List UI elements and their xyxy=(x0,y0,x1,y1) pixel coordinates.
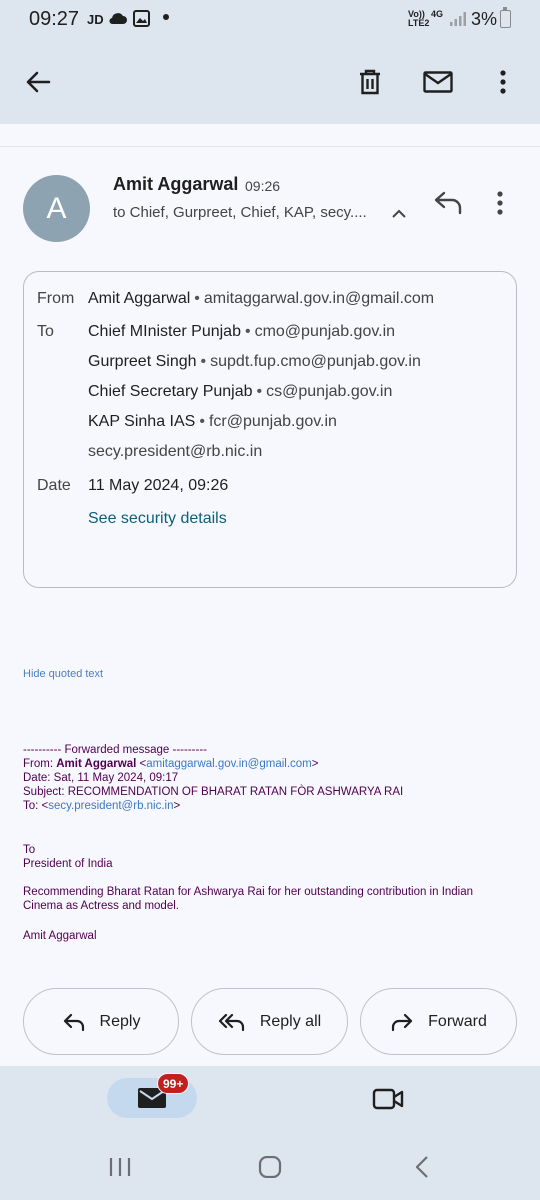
body-signature: Amit Aggarwal xyxy=(23,930,97,942)
from-email[interactable]: amitaggarwal.gov.in@gmail.com xyxy=(203,290,435,307)
forward-button[interactable] xyxy=(360,988,517,1055)
hide-quoted-text-link[interactable]: Hide quoted text xyxy=(23,668,104,680)
forward-icon xyxy=(390,1012,414,1032)
divider xyxy=(0,146,540,147)
forwarded-from-name: Amit Aggarwal xyxy=(56,758,137,770)
reply-icon[interactable] xyxy=(432,187,464,217)
mail-icon[interactable] xyxy=(414,58,462,106)
to-recipient: Chief MInister Punjab • cmo@punjab.gov.in xyxy=(88,323,396,340)
more-vert-icon[interactable] xyxy=(479,58,527,106)
status-time: 09:27 xyxy=(29,8,80,30)
to-recipient: KAP Sinha IAS • fcr@punjab.gov.in xyxy=(88,413,337,430)
bottom-nav xyxy=(0,1066,540,1200)
forwarded-date: Date: Sat, 11 May 2024, 09:17 xyxy=(23,772,179,784)
body-paragraph: Recommending Bharat Ratan for Ashwarya Rai for her outstanding contribution in Indian Cinema as Actress and model. xyxy=(23,886,474,912)
cloud-icon xyxy=(108,11,128,25)
notification-dot xyxy=(163,14,169,20)
back-nav-icon[interactable] xyxy=(412,1156,432,1178)
unread-badge: 99+ xyxy=(157,1073,189,1094)
forwarded-header: ---------- Forwarded message --------- xyxy=(23,744,207,756)
reply-button[interactable] xyxy=(23,988,179,1055)
to-recipient: secy.president@rb.nic.in xyxy=(88,443,263,460)
reply-label: Reply xyxy=(99,1012,141,1030)
reply-all-icon xyxy=(218,1012,246,1032)
body-to-line: To xyxy=(23,844,36,856)
message-details-card xyxy=(23,271,517,588)
to-recipient: Gurpreet Singh • supdt.fup.cmo@punjab.gov.in xyxy=(88,353,421,370)
status-bar xyxy=(0,0,540,40)
back-arrow-icon[interactable] xyxy=(14,58,62,106)
forward-label: Forward xyxy=(428,1012,487,1030)
recent-apps-icon[interactable] xyxy=(108,1156,132,1178)
forwarded-subject: Subject: RECOMMENDATION OF BHARAT RATAN FÒR ASHWARYA RAI xyxy=(23,786,404,798)
carrier-label: JD xyxy=(87,12,104,27)
toolbar xyxy=(0,40,540,124)
to-label: To xyxy=(37,323,54,340)
volte-indicator: Vo)) LTE2 xyxy=(408,9,430,28)
from-line: Amit Aggarwal • amitaggarwal.gov.in@gmail.com xyxy=(88,290,435,307)
recipients-summary[interactable]: to Chief, Gurpreet, Chief, KAP, secy.... xyxy=(113,204,367,221)
image-icon xyxy=(133,10,150,27)
forwarded-to: To: <secy.president@rb.nic.in> xyxy=(23,800,181,812)
more-vert-icon[interactable] xyxy=(496,190,504,216)
network-type: 4G xyxy=(431,9,444,19)
trash-icon[interactable] xyxy=(346,58,394,106)
sender-name: Amit Aggarwal xyxy=(113,174,239,194)
avatar[interactable]: A xyxy=(23,175,90,242)
from-name: Amit Aggarwal xyxy=(88,290,191,307)
forwarded-to-email[interactable]: secy.president@rb.nic.in xyxy=(48,800,174,812)
video-camera-icon[interactable] xyxy=(372,1088,404,1110)
to-recipient: Chief Secretary Punjab • cs@punjab.gov.in xyxy=(88,383,393,400)
forwarded-from-email[interactable]: amitaggarwal.gov.in@gmail.com xyxy=(146,758,312,770)
date-label: Date xyxy=(37,477,71,494)
reply-all-button[interactable] xyxy=(191,988,348,1055)
message-time: 09:26 xyxy=(245,178,281,194)
from-label: From xyxy=(37,290,75,307)
security-details-link[interactable]: See security details xyxy=(88,510,227,527)
chevron-up-icon[interactable] xyxy=(390,206,408,220)
battery-icon xyxy=(500,10,511,28)
battery-percent: 3% xyxy=(471,9,498,29)
forwarded-from: From: Amit Aggarwal <amitaggarwal.gov.in@gmail.com> xyxy=(23,758,319,770)
signal-icon xyxy=(449,11,467,27)
reply-all-label: Reply all xyxy=(259,1012,322,1030)
date-value: 11 May 2024, 09:26 xyxy=(88,477,229,494)
body-addressee: President of India xyxy=(23,858,113,870)
home-icon[interactable] xyxy=(258,1156,282,1178)
reply-icon xyxy=(62,1012,86,1032)
